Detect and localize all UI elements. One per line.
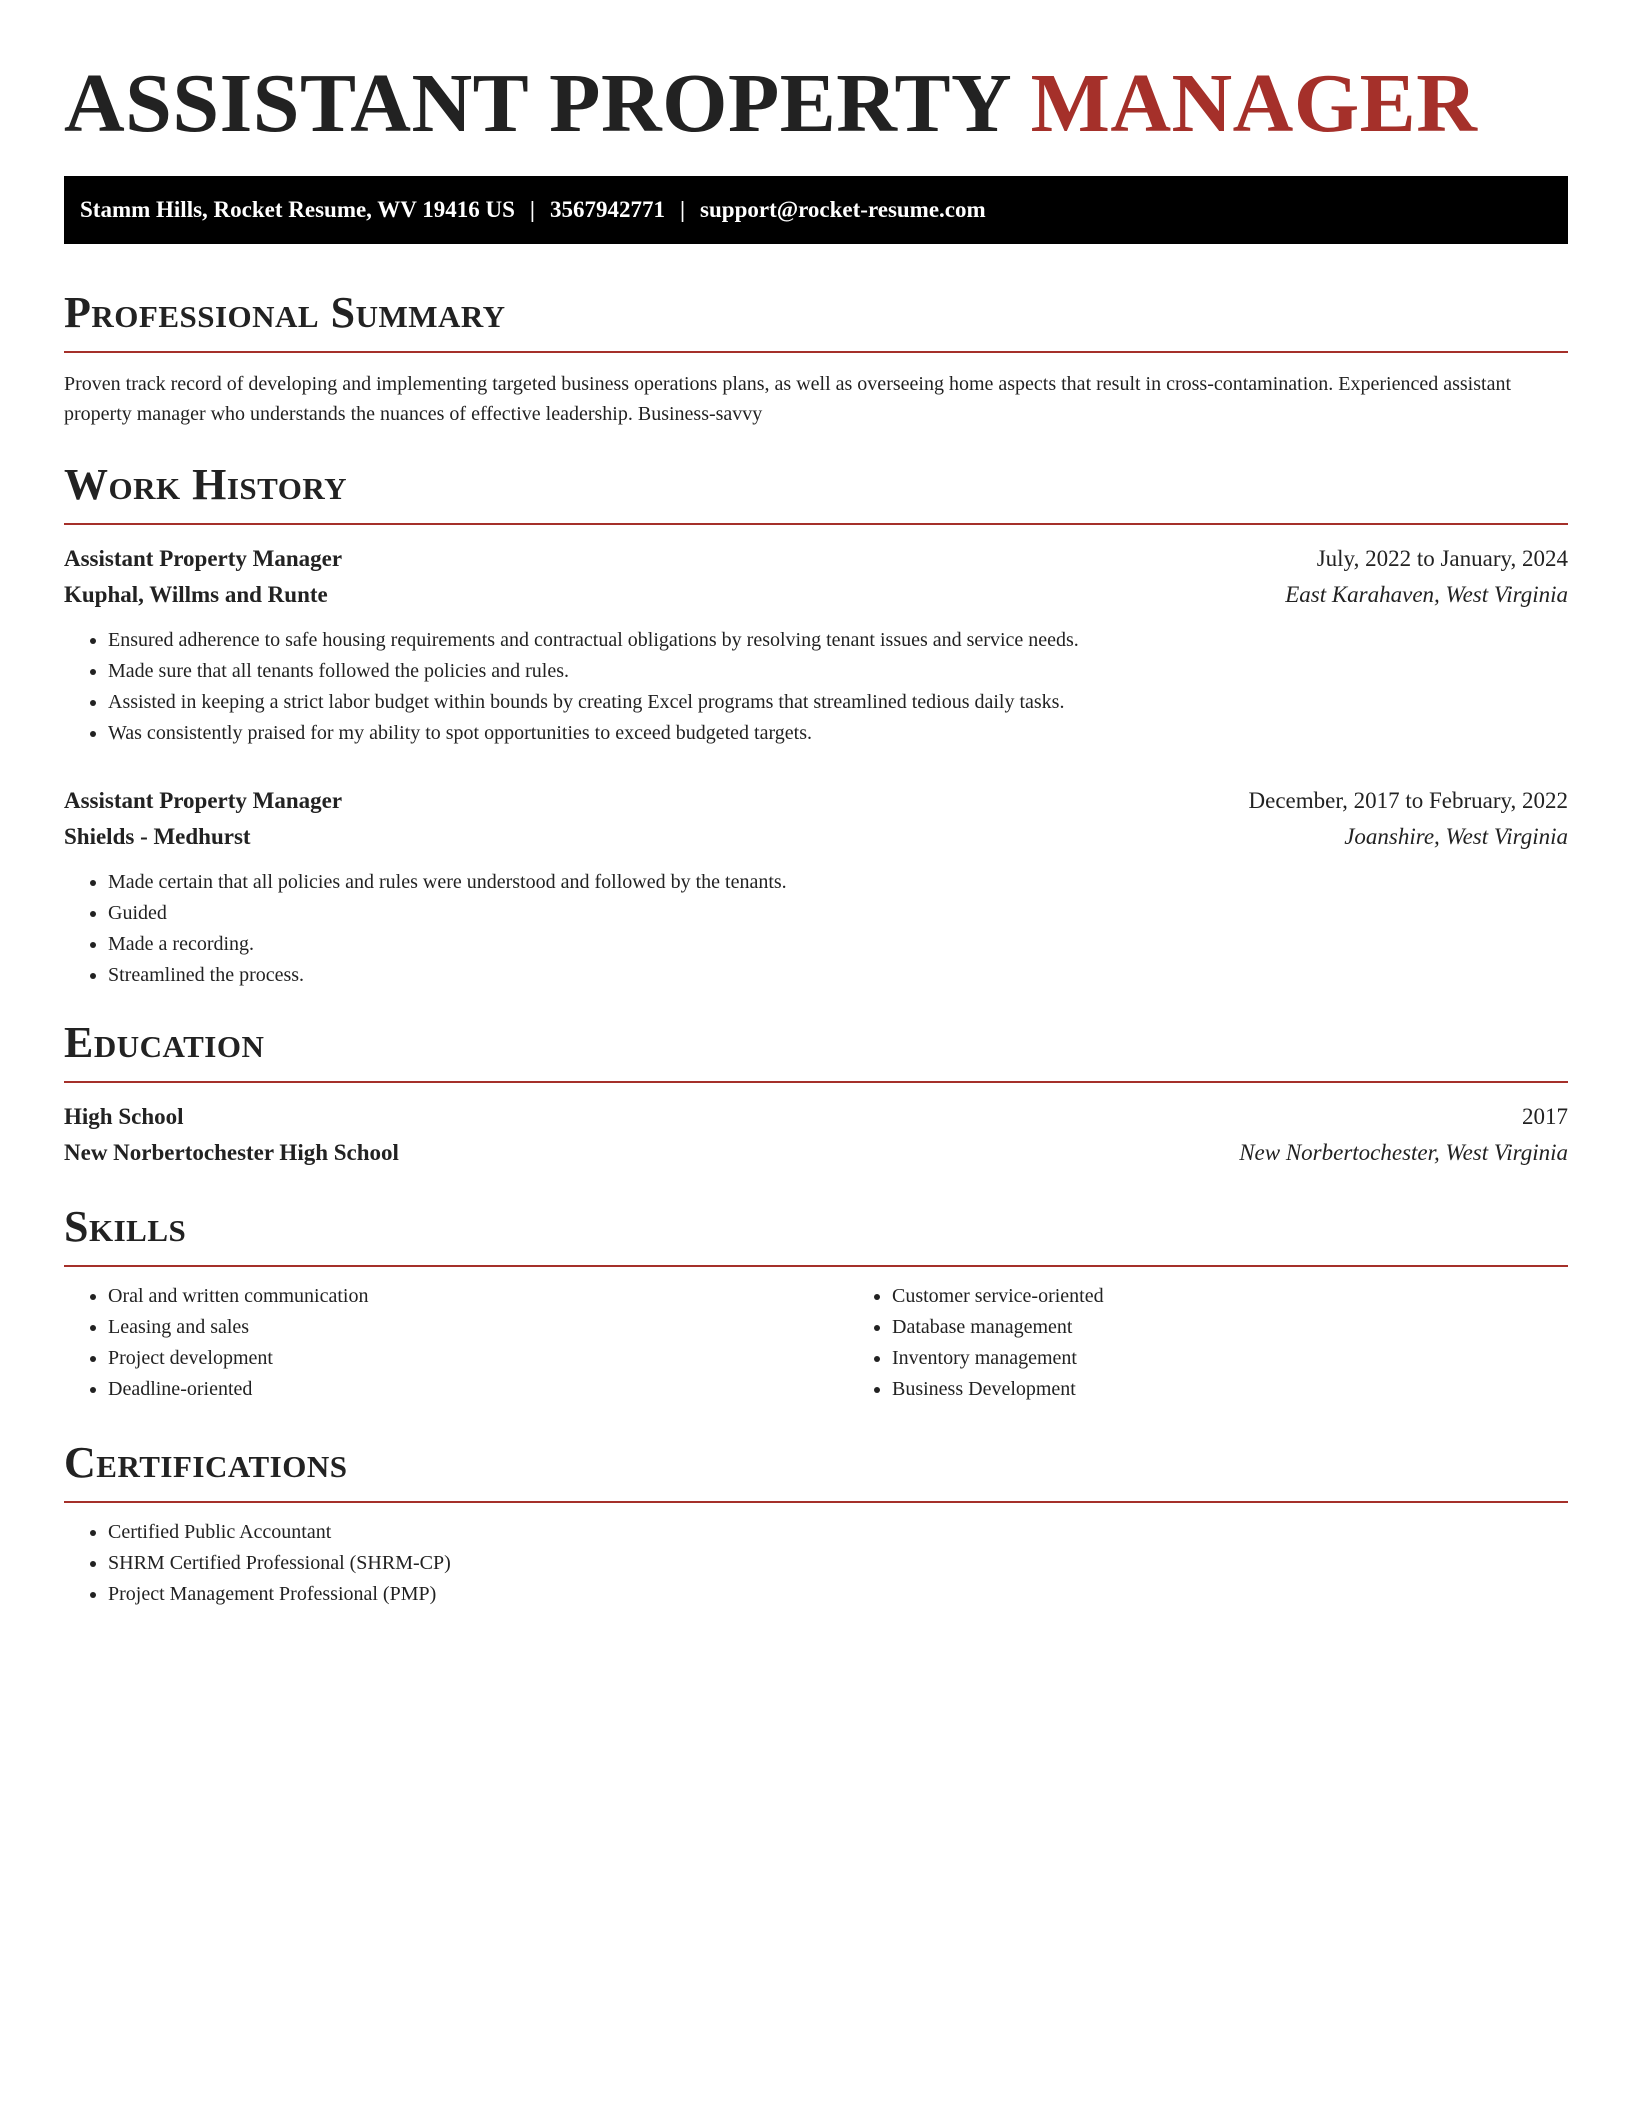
resume-title xyxy=(64,56,1568,152)
contact-separator: | xyxy=(679,197,686,222)
education-school-row xyxy=(64,1135,1568,1171)
section-divider xyxy=(64,1081,1568,1083)
job-bullet: • Streamlined the process. xyxy=(108,960,1568,991)
job-location: Joanshire, West Virginia xyxy=(1344,824,1568,849)
section-divider xyxy=(64,351,1568,353)
job-title: Assistant Property Manager xyxy=(64,546,343,571)
skill-item: • Project development xyxy=(108,1343,848,1374)
job-bullet: • Assisted in keeping a strict labor budget within bounds by creating Excel programs that streamlined tedious daily tasks. xyxy=(108,687,1568,718)
certifications-heading: Certifications xyxy=(64,1438,348,1487)
job-company: Shields - Medhurst xyxy=(64,824,251,849)
education-year: 2017 xyxy=(1522,1104,1568,1129)
summary-text: Proven track record of developing and implementing targeted business operations plans, as well as overseeing home aspects that result in cross-contamination. Experienced assistant property manager who understands the nuances of effective leadership. Business-savvy xyxy=(64,373,1512,425)
job-entry xyxy=(64,541,1568,749)
job-dates: December, 2017 to February, 2022 xyxy=(1248,788,1568,813)
contact-address: Stamm Hills, Rocket Resume, WV 19416 US xyxy=(80,197,515,222)
education-heading: Education xyxy=(64,1018,265,1067)
job-header-row xyxy=(64,783,1568,819)
summary-section xyxy=(64,287,1568,429)
skills-list-left xyxy=(64,1281,848,1405)
contact-email: support@rocket-resume.com xyxy=(700,197,986,222)
contact-bar xyxy=(64,176,1568,244)
skill-item: • Inventory management xyxy=(892,1343,1568,1374)
education-entry xyxy=(64,1099,1568,1171)
skill-item: • Oral and written communication xyxy=(108,1281,848,1312)
contact-phone: 3567942771 xyxy=(549,197,665,222)
job-bullet: • Made sure that all tenants followed the policies and rules. xyxy=(108,656,1568,687)
section-divider xyxy=(64,523,1568,525)
title-part-1: ASSISTANT PROPERTY xyxy=(64,57,1010,150)
education-location: New Norbertochester, West Virginia xyxy=(1239,1140,1568,1165)
certification-item: • SHRM Certified Professional (SHRM-CP) xyxy=(108,1548,1568,1579)
skill-item: • Database management xyxy=(892,1312,1568,1343)
job-bullets xyxy=(64,625,1568,749)
work-history-heading: Work History xyxy=(64,460,348,509)
job-bullet: • Made certain that all policies and rules were understood and followed by the tenants. xyxy=(108,867,1568,898)
job-bullet: • Made a recording. xyxy=(108,929,1568,960)
skill-item: • Deadline-oriented xyxy=(108,1374,848,1405)
job-dates: July, 2022 to January, 2024 xyxy=(1316,546,1568,571)
job-company-row xyxy=(64,819,1568,855)
skill-item: • Customer service-oriented xyxy=(892,1281,1568,1312)
certifications-section xyxy=(64,1437,1568,1610)
certification-item: • Project Management Professional (PMP) xyxy=(108,1579,1568,1610)
job-header-row xyxy=(64,541,1568,577)
job-title: Assistant Property Manager xyxy=(64,788,343,813)
job-location: East Karahaven, West Virginia xyxy=(1285,582,1568,607)
skills-heading: Skills xyxy=(64,1202,187,1251)
education-header-row xyxy=(64,1099,1568,1135)
summary-heading: Professional Summary xyxy=(64,288,506,337)
section-divider xyxy=(64,1501,1568,1503)
education-degree: High School xyxy=(64,1104,184,1129)
education-section xyxy=(64,1017,1568,1171)
job-company-row xyxy=(64,577,1568,613)
contact-separator: | xyxy=(529,197,535,222)
skills-section xyxy=(64,1201,1568,1405)
job-bullet: • Guided xyxy=(108,898,1568,929)
section-divider xyxy=(64,1265,1568,1267)
job-bullet: • Was consistently praised for my ability to spot opportunities to exceed budgeted targets. xyxy=(108,718,1568,749)
job-bullets xyxy=(64,867,1568,991)
education-school: New Norbertochester High School xyxy=(64,1140,399,1165)
skills-grid xyxy=(64,1281,1568,1405)
job-company: Kuphal, Willms and Runte xyxy=(64,582,328,607)
certifications-list xyxy=(64,1517,1568,1610)
skills-list-right xyxy=(848,1281,1568,1405)
skill-item: • Business Development xyxy=(892,1374,1568,1405)
work-history-section xyxy=(64,459,1568,991)
certification-item: • Certified Public Accountant xyxy=(108,1517,1568,1548)
job-entry xyxy=(64,783,1568,991)
skill-item: • Leasing and sales xyxy=(108,1312,848,1343)
title-part-2: MANAGER xyxy=(1030,57,1478,150)
job-bullet: • Ensured adherence to safe housing requirements and contractual obligations by resolving tenant issues and service needs. xyxy=(108,625,1568,656)
